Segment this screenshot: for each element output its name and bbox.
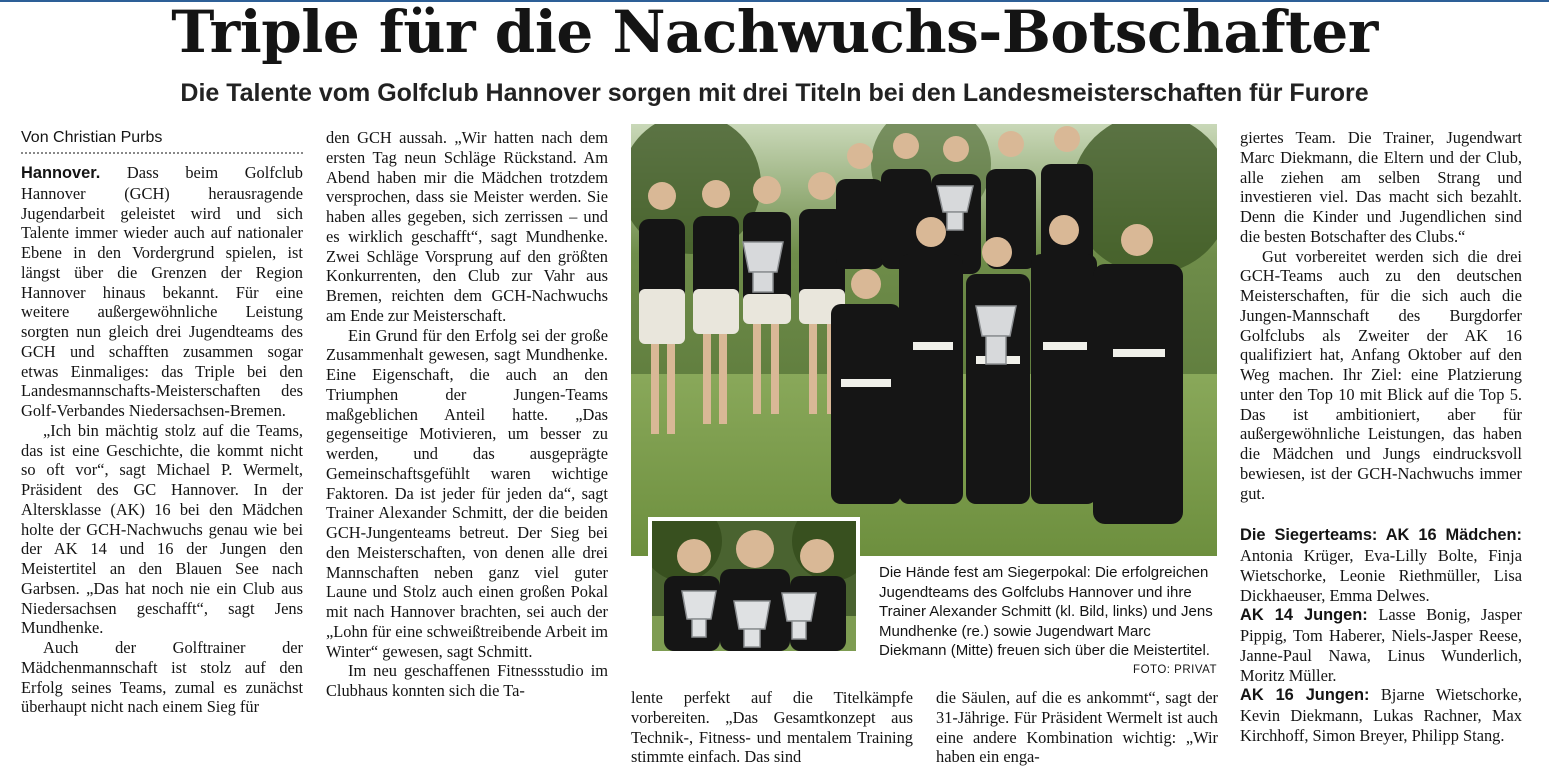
paragraph: den GCH aussah. „Wir hatten nach dem ersten Tag neun Schläge Rückstand. Am Abend haben mir die Mädchen trotzdem versprochen, dass sie Meister werden. Sie haben alles gegeben, sich zerrissen – und es wirklich geschafft“, sagt Mundhenke. Zwei Schläge Vorsprung auf den größten Konkurrenten, den Club zur Vahr aus Bremen, reichten dem GCH-Nachwuchs am Ende zur Meisterschaft.	[326, 128, 608, 325]
paragraph: giertes Team. Die Trainer, Jugendwart Marc Diekmann, die Eltern und der Club, alle ziehen am selben Strang und investieren viel. Das macht sich bezahlt. Denn die Kinder und Jugendlichen sind die besten Botschafter des Clubs.“	[1240, 128, 1522, 246]
headline: Triple für die Nachwuchs-Botschafter	[171, 0, 1378, 66]
paragraph: Hannover. Dass beim Golfclub Hannover (GCH) herausragende Jugendarbeit geleistet wird und sich Talente immer wieder auch auf nationaler Ebene in den Vordergrund spielen, ist längst über die Grenzen der Region Hannover hinaus bekannt. Für eine weitere außergewöhnliche Leistung sorgten nun gleich drei Jugendteams des GCH und schafften zusammen sogar etwas Einmaliges: das Triple bei den Landesmannschafts-Meisterschaften des Golf-Verbandes Niedersachsen-Bremen.	[21, 163, 303, 420]
team-label: AK 14 Jungen:	[1240, 606, 1368, 625]
column-1	[21, 128, 303, 717]
paragraph: „Ich bin mächtig stolz auf die Teams, das ist eine Geschichte, die kommt nicht so oft vor“, sagt Michael P. Wermelt, Präsident des GC Hannover. In der Altersklasse (AK) 16 bei den Mädchen holte der GCH-Nachwuchs genau wie bei der AK 14 und 16 der Jungen den Meistertitel an den Blauen See nach Garbsen. „Das hat noch nie ein Club aus Niedersachsen geschafft“, sagt Jens Mundhenke.	[21, 420, 303, 638]
paragraph: Auch der Golftrainer der Mädchenmannschaft ist stolz auf den Erfolg seines Teams, zumal es zunächst überhaupt nicht nach einem Sieg für	[21, 638, 303, 717]
paragraph: Ein Grund für den Erfolg sei der große Zusammenhalt gewesen, sagt Mundhenke. Eine Eigenschaft, die auch an den Triumphen der Jungen-Teams maßgeblichen Anteil hatte. „Das gegenseitige Motivieren, um besser zu werden, und das ausgeprägte Gemeinschaftsgefühlt waren wichtige Faktoren. Da ist jeder für jeden da“, sagt Trainer Alexander Schmitt, der die beiden GCH-Jungenteams betreut. Der Sieg bei den Meisterschaften, von denen alle drei Mannschaften neben ganz viel guter Laune und Stolz auch einen großen Pokal mit nach Hannover brachten, sei auch der „Lohn für eine schweißtreibende Arbeit im Winter“ gewesen, sagt Schmitt.	[326, 325, 608, 661]
paragraph: Im neu geschaffenen Fitnessstudio im Clubhaus konnten sich die Ta-	[326, 661, 608, 700]
paragraph: die Säulen, auf die es ankommt“, sagt der 31-Jährige. Für Präsident Wermelt ist auch eine andere Kombination wichtig: „Wir haben ein enga-	[936, 688, 1218, 767]
column-3	[631, 688, 913, 767]
team-photo	[631, 124, 1217, 556]
team-label: AK 16 Jungen:	[1240, 686, 1370, 705]
paragraph: Gut vorbereitet werden sich die drei GCH-Teams auch zu den deutschen Meisterschaften, für die sich auch die Jungen-Mannschaft des Burgdorfer Golfclubs als Zweiter der AK 16 qualifiziert hat, Anfang Oktober auf den Weg machen. Ihr Ziel: eine Platzierung unter den Top 10 mit Blick auf die Top 5. Das ist ambitioniert, aber für außergewöhnliche Leistungen, das haben die Mädchen und Jungs eindrucksvoll bewiesen, ist der GCH-Nachwuchs immer gut.	[1240, 246, 1522, 503]
team-list-item: Die Siegerteams: AK 16 Mädchen: Antonia Krüger, Eva-Lilly Bolte, Finja Wietschorke, Leonie Riethmüller, Lisa Dickhaeuser, Emma Delwes.	[1240, 526, 1522, 605]
column-5	[1240, 128, 1522, 746]
trainers-photo-illustration	[652, 521, 856, 651]
team-label: Die Siegerteams: AK 16 Mädchen:	[1240, 526, 1522, 545]
column-4	[936, 688, 1218, 767]
photo-credit: FOTO: PRIVAT	[1133, 663, 1217, 676]
subheadline: Die Talente vom Golfclub Hannover sorgen mit drei Titeln bei den Landesmeisterschaften für Furore	[180, 79, 1369, 107]
photo-caption: Die Hände fest am Siegerpokal: Die erfolgreichen Jugendteams des Golfclubs Hannover und ihre Trainer Alexander Schmitt (kl. Bild, links) und Jens Mundhenke (re.) sowie Jugendwart Marc Diekmann (Mitte) freuen sich über die Meistertitel. FOTO: PRIVAT	[879, 563, 1217, 681]
dateline: Hannover.	[21, 164, 101, 182]
team-list-item: AK 16 Jungen: Bjarne Wietschorke, Kevin Diekmann, Lukas Rachner, Max Kirchhoff, Simon Breyer, Philipp Stang.	[1240, 685, 1522, 745]
column-2	[326, 128, 608, 701]
team-list-item: AK 14 Jungen: Lasse Bonig, Jasper Pippig, Tom Haberer, Niels-Jasper Reese, Janne-Paul Nawa, Linus Wunderlich, Moritz Müller.	[1240, 605, 1522, 685]
byline: Von Christian Purbs	[21, 128, 303, 154]
paragraph: lente perfekt auf die Titelkämpfe vorbereiten. „Das Gesamtkonzept aus Technik-, Fitness- und mentalem Training stimmte einfach. Das sind	[631, 688, 913, 767]
team-photo-illustration	[631, 124, 1217, 556]
trainers-photo	[648, 517, 860, 655]
